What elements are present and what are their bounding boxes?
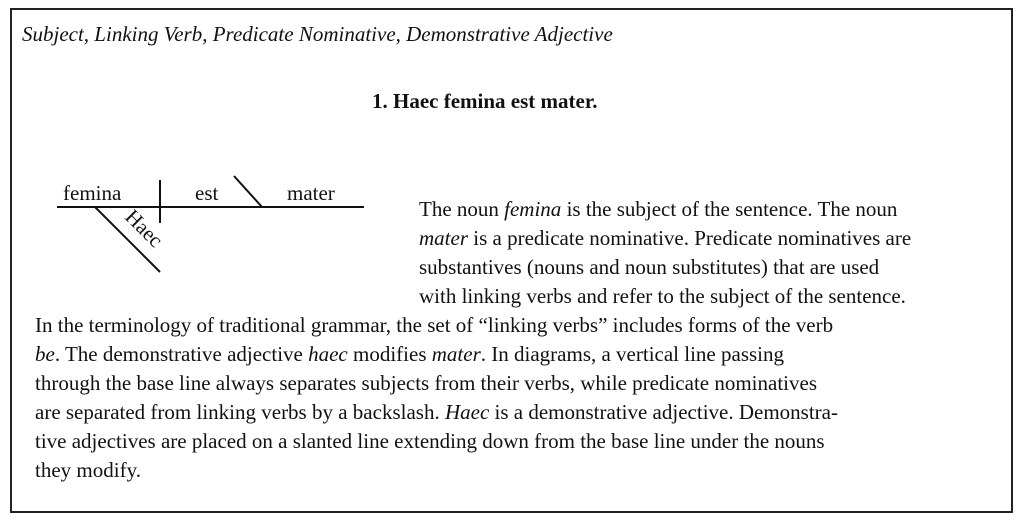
side-line-2: mater is a predicate nominative. Predicate nominatives are bbox=[419, 226, 912, 250]
side-line-1: The noun femina is the subject of the sentence. The noun bbox=[419, 197, 898, 221]
body-line-3: through the base line always separates subjects from their verbs, while predicate nominatives bbox=[35, 371, 818, 395]
diagram-predicate-backslash bbox=[234, 176, 262, 207]
diagram-subject-word: femina bbox=[63, 181, 122, 205]
body-line-5: tive adjectives are placed on a slanted line extending down from the base line under the nouns bbox=[35, 429, 825, 453]
side-line-4: with linking verbs and refer to the subject of the sentence. bbox=[419, 284, 906, 308]
body-line-6: they modify. bbox=[35, 458, 141, 482]
diagram-verb-word: est bbox=[195, 181, 219, 205]
body-line-4: are separated from linking verbs by a backslash. Haec is a demonstrative adjective. Demonstra- bbox=[35, 400, 838, 424]
body-line-2: be. The demonstrative adjective haec modifies mater. In diagrams, a vertical line passing bbox=[35, 342, 785, 366]
diagram-modifier-word: Haec bbox=[120, 204, 168, 253]
diagram-predicate-word: mater bbox=[287, 181, 335, 205]
explanation-side-paragraph bbox=[419, 195, 1009, 311]
section-heading: Subject, Linking Verb, Predicate Nominative, Demonstrative Adjective bbox=[22, 22, 613, 46]
body-line-1: In the terminology of traditional grammar, the set of “linking verbs” includes forms of the verb bbox=[35, 313, 834, 337]
explanation-body-paragraph bbox=[35, 311, 1010, 485]
side-line-3: substantives (nouns and noun substitutes) that are used bbox=[419, 255, 880, 279]
sentence-title: 1. Haec femina est mater. bbox=[372, 89, 598, 113]
